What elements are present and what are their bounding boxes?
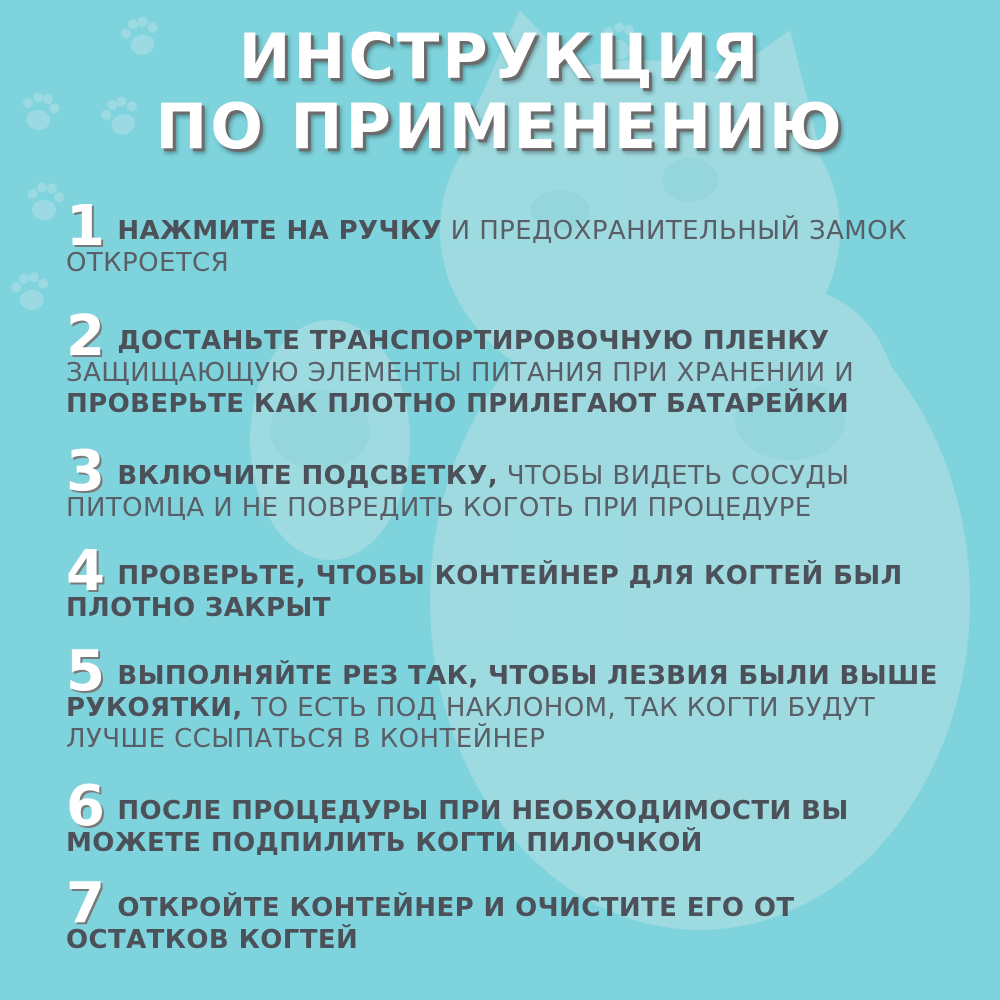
step-3	[66, 439, 966, 524]
step-7	[66, 871, 966, 956]
step-bold-text: ВКЛЮЧИТЕ ПОДСВЕТКУ,	[117, 461, 499, 491]
step-number: 6	[66, 774, 106, 839]
paw-icon	[9, 270, 52, 313]
step-number: 1	[66, 194, 106, 259]
step-number: 3	[66, 439, 106, 504]
step-2	[66, 304, 966, 421]
step-number: 5	[66, 639, 106, 704]
step-number: 4	[66, 539, 106, 604]
page-title	[0, 22, 1000, 162]
step-bold-text: ВЫПОЛНЯЙТЕ РЕЗ ТАК, ЧТОБЫ ЛЕЗВИЯ БЫЛИ ВЫШЕ РУКОЯТКИ,	[66, 661, 938, 723]
step-bold-text-2: ПРОВЕРЬТЕ КАК ПЛОТНО ПРИЛЕГАЮТ БАТАРЕЙКИ	[66, 389, 850, 419]
paw-icon	[25, 181, 65, 221]
step-4	[66, 539, 966, 624]
title-line-1: ИНСТРУКЦИЯ	[238, 20, 762, 93]
step-regular-text: ЗАЩИЩАЮЩУЮ ЭЛЕМЕНТЫ ПИТАНИЯ ПРИ ХРАНЕНИИ И	[66, 357, 855, 388]
step-bold-text: НАЖМИТЕ НА РУЧКУ	[117, 216, 443, 246]
step-1	[66, 194, 966, 279]
step-regular-text: ТО ЕСТЬ ПОД НАКЛОНОМ, ТАК КОГТИ БУДУТ ЛУЧШЕ ССЫПАТЬСЯ В КОНТЕЙНЕР	[66, 692, 876, 754]
step-5	[66, 639, 966, 756]
step-bold-text: ПОСЛЕ ПРОЦЕДУРЫ ПРИ НЕОБХОДИМОСТИ ВЫ МОЖЕТЕ ПОДПИЛИТЬ КОГТИ ПИЛОЧКОЙ	[66, 796, 849, 858]
step-bold-text: ДОСТАНЬТЕ ТРАНСПОРТИРОВОЧНУЮ ПЛЕНКУ	[117, 326, 830, 356]
step-bold-text: ПРОВЕРЬТЕ, ЧТОБЫ КОНТЕЙНЕР ДЛЯ КОГТЕЙ БЫЛ ПЛОТНО ЗАКРЫТ	[66, 561, 903, 623]
step-regular-text: ЧТОБЫ ВИДЕТЬ СОСУДЫ ПИТОМЦА И НЕ ПОВРЕДИТЬ КОГОТЬ ПРИ ПРОЦЕДУРЕ	[66, 461, 850, 523]
step-bold-text: ОТКРОЙТЕ КОНТЕЙНЕР И ОЧИСТИТЕ ЕГО ОТ ОСТАТКОВ КОГТЕЙ	[66, 893, 795, 955]
title-line-2: ПО ПРИМЕНЕНИЮ	[155, 90, 845, 163]
step-regular-text: И ПРЕДОХРАНИТЕЛЬНЫЙ ЗАМОК ОТКРОЕТСЯ	[66, 216, 907, 278]
step-number: 7	[66, 871, 106, 936]
step-6	[66, 774, 966, 859]
step-number: 2	[66, 304, 106, 369]
